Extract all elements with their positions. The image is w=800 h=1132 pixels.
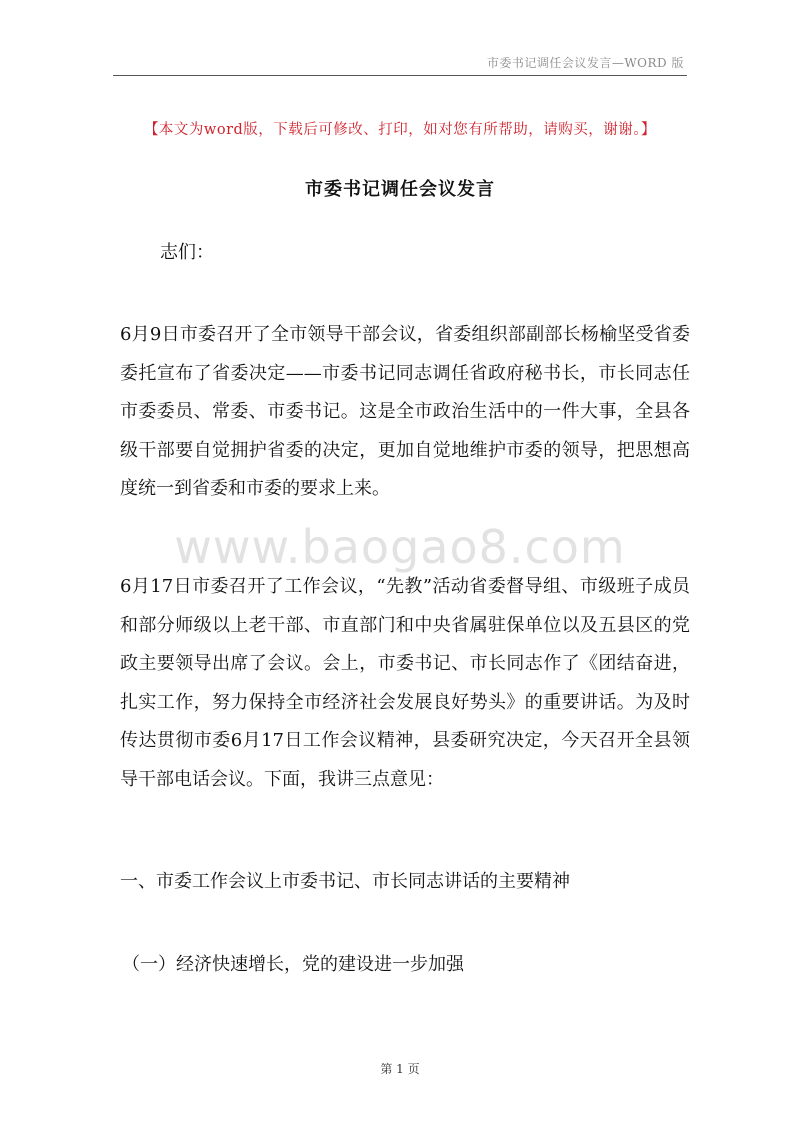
running-header: 市委书记调任会议发言—WORD 版 [486, 56, 684, 70]
watermark: www.baogao8.com [174, 520, 626, 574]
paragraph-1: 6月9日市委召开了全市领导干部会议，省委组织部副部长杨榆坚受省委委托宣布了省委决定——市委书记同志调任省政府秘书长，市长同志任市委委员、常委、市委书记。这是全市政治生活中的一件大事，全县各级干部要自觉拥护省委的决定，更加自觉地维护市委的领导，把思想高度统一到省委和市委的要求上来。 [120, 324, 690, 499]
document-title: 市委书记调任会议发言 [305, 179, 495, 200]
paragraph-2: 6月17日市委召开了工作会议，“先教”活动省委督导组、市级班子成员和部分师级以上老干部、市直部门和中央省属驻保单位以及五县区的党政主要领导出席了会议。会上，市委书记、市长同志作了《团结奋进，扎实工作，努力保持全市经济社会发展良好势头》的重要讲话。为及时传达贯彻市委6月17日工作会议精神，县委研究决定，今天召开全县领导干部电话会议。下面，我讲三点意见： [120, 576, 690, 790]
download-notice: 【本文为word版，下载后可修改、打印，如对您有所帮助，请购买，谢谢。】 [143, 122, 657, 138]
header-divider [113, 75, 687, 76]
subsection-heading-1: （一）经济快速增长，党的建设进一步加强 [122, 954, 464, 975]
section-heading-1: 一、市委工作会议上市委书记、市长同志讲话的主要精神 [120, 871, 570, 892]
salutation: 志们： [160, 242, 214, 263]
page-number: 第 1 页 [380, 1062, 420, 1076]
